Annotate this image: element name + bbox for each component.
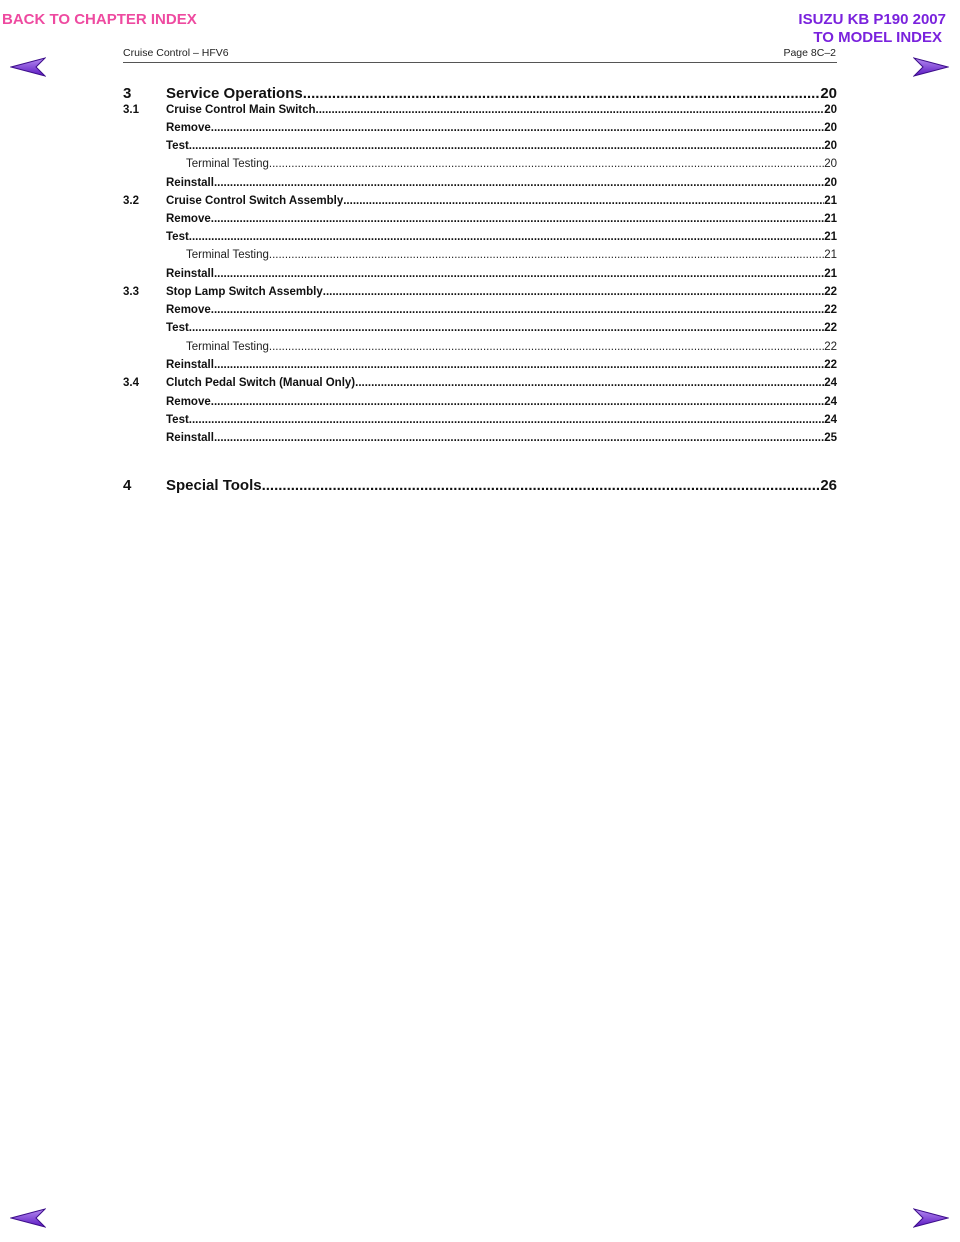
toc-entry-number: 3.3: [123, 286, 139, 298]
toc-entry[interactable]: [123, 286, 837, 298]
toc-entry-page: 24: [824, 414, 837, 426]
toc-entry-page: 20: [824, 122, 837, 134]
toc-entry-title: Remove: [166, 304, 211, 316]
toc-dot-leader: [189, 140, 824, 152]
toc-entry-title: Test: [166, 140, 189, 152]
header-chapter-title: Cruise Control – HFV6: [123, 47, 229, 59]
toc-dot-leader: [211, 122, 824, 134]
toc-entry[interactable]: [123, 85, 837, 102]
toc-entry-page: 22: [824, 322, 837, 334]
toc-entry[interactable]: [123, 477, 837, 494]
toc-entry-page: 20: [824, 158, 837, 170]
toc-entry-title: Terminal Testing: [186, 341, 269, 353]
toc-entry-page: 25: [824, 432, 837, 444]
toc-entry-title: Reinstall: [166, 432, 214, 444]
right-arrow-icon[interactable]: [913, 56, 949, 78]
toc-entry-page: 21: [824, 249, 837, 261]
toc-entry-page: 21: [824, 195, 837, 207]
toc-entry-title: Cruise Control Switch Assembly: [166, 195, 344, 207]
toc-dot-leader: [211, 304, 824, 316]
toc-entry-page: 22: [824, 286, 837, 298]
toc-entry-page: 20: [824, 104, 837, 116]
toc-dot-leader: [214, 359, 824, 371]
toc-entry[interactable]: [123, 140, 837, 152]
toc-entry-title: Special Tools: [166, 477, 262, 494]
toc-dot-leader: [211, 396, 824, 408]
toc-entry[interactable]: [123, 322, 837, 334]
toc-entry-title: Terminal Testing: [186, 249, 269, 261]
toc-entry-page: 21: [824, 268, 837, 280]
toc-entry-page: 20: [824, 140, 837, 152]
toc-entry-title: Remove: [166, 213, 211, 225]
toc-entry-number: 4: [123, 477, 132, 494]
toc-entry-page: 22: [824, 304, 837, 316]
toc-entry-title: Terminal Testing: [186, 158, 269, 170]
left-arrow-icon[interactable]: [10, 56, 46, 78]
toc-entry[interactable]: [123, 122, 837, 134]
toc-entry-title: Test: [166, 231, 189, 243]
toc-entry-page: 22: [824, 359, 837, 371]
toc-entry-title: Reinstall: [166, 268, 214, 280]
toc-dot-leader: [269, 341, 824, 353]
toc-entry[interactable]: [123, 414, 837, 426]
toc-entry-number: 3.4: [123, 377, 139, 389]
toc-dot-leader: [214, 432, 824, 444]
model-title-link[interactable]: ISUZU KB P190 2007: [798, 11, 946, 28]
toc-dot-leader: [269, 249, 824, 261]
toc-dot-leader: [262, 477, 821, 494]
header-divider: [123, 62, 837, 63]
toc-entry-page: 26: [820, 477, 837, 494]
toc-entry-page: 20: [824, 177, 837, 189]
toc-entry-title: Test: [166, 322, 189, 334]
toc-entry[interactable]: [123, 359, 837, 371]
toc-entry-title: Reinstall: [166, 177, 214, 189]
right-arrow-icon[interactable]: [913, 1207, 949, 1229]
toc-dot-leader: [355, 377, 824, 389]
toc-entry[interactable]: [123, 104, 837, 116]
toc-entry-page: 22: [824, 341, 837, 353]
toc-dot-leader: [303, 85, 821, 102]
toc-entry[interactable]: [123, 341, 837, 353]
toc-entry[interactable]: [123, 377, 837, 389]
toc-entry[interactable]: [123, 268, 837, 280]
toc-entry[interactable]: [123, 249, 837, 261]
toc-dot-leader: [343, 195, 824, 207]
toc-entry-page: 24: [824, 396, 837, 408]
header-page-number: Page 8C–2: [783, 47, 836, 59]
toc-entry[interactable]: [123, 213, 837, 225]
toc-entry-title: Service Operations: [166, 85, 303, 102]
toc-dot-leader: [211, 213, 824, 225]
toc-entry[interactable]: [123, 195, 837, 207]
toc-entry-number: 3: [123, 85, 132, 102]
toc-entry-title: Clutch Pedal Switch (Manual Only): [166, 377, 356, 389]
toc-entry[interactable]: [123, 432, 837, 444]
model-index-link[interactable]: TO MODEL INDEX: [813, 29, 942, 46]
toc-entry-title: Remove: [166, 396, 211, 408]
toc-entry[interactable]: [123, 177, 837, 189]
left-arrow-icon[interactable]: [10, 1207, 46, 1229]
toc-dot-leader: [189, 322, 824, 334]
toc-entry[interactable]: [123, 304, 837, 316]
toc-entry-page: 21: [824, 231, 837, 243]
toc-entry-number: 3.1: [123, 104, 139, 116]
back-to-chapter-index-link[interactable]: BACK TO CHAPTER INDEX: [2, 11, 197, 28]
toc-dot-leader: [323, 286, 824, 298]
toc-dot-leader: [214, 268, 824, 280]
toc-dot-leader: [214, 177, 824, 189]
toc-entry-page: 24: [824, 377, 837, 389]
toc-entry-number: 3.2: [123, 195, 139, 207]
toc-dot-leader: [189, 231, 824, 243]
toc-dot-leader: [316, 104, 825, 116]
toc-dot-leader: [189, 414, 824, 426]
toc-entry[interactable]: [123, 396, 837, 408]
toc-entry-title: Stop Lamp Switch Assembly: [166, 286, 323, 298]
toc-entry-page: 21: [824, 213, 837, 225]
toc-entry[interactable]: [123, 231, 837, 243]
toc-entry-title: Cruise Control Main Switch: [166, 104, 316, 116]
toc-entry-title: Remove: [166, 122, 211, 134]
toc-entry[interactable]: [123, 158, 837, 170]
toc-dot-leader: [269, 158, 824, 170]
toc-entry-title: Reinstall: [166, 359, 214, 371]
toc-entry-page: 20: [820, 85, 837, 102]
toc-entry-title: Test: [166, 414, 189, 426]
